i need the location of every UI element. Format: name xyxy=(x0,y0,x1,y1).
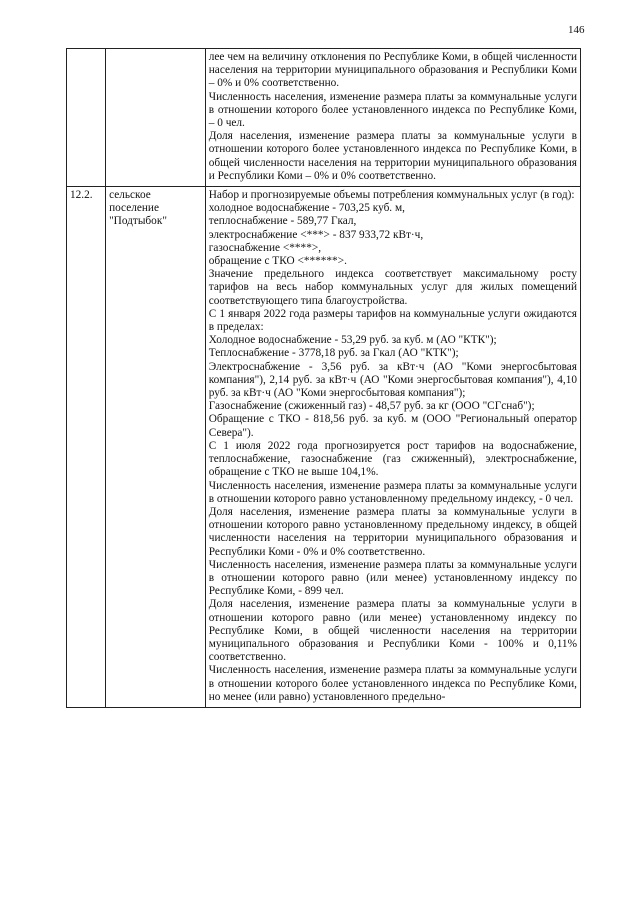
consumption-item: обращение с ТКО <******>. xyxy=(208,255,347,268)
row-number-cell: 12.2. xyxy=(67,187,106,708)
consumption-item: холодное водоснабжение - 703,25 куб. м, xyxy=(208,202,405,215)
paragraph: лее чем на величину отклонения по Республике Коми, в общей численности населения на территории муниципального образования и Республики Коми – 0% и 0% соответственно. xyxy=(208,51,577,90)
paragraph: Доля населения, изменение размера платы за коммунальные услуги в отношении которого более установленного индекса по Республике Коми, в общей численности населения на территории муниципального образования и Республики Коми – 0% и 0% соответственно. xyxy=(208,130,577,182)
paragraph: Численность населения, изменение размера платы за коммунальные услуги в отношении которого равно установленному предельному индексу, - 0 чел. xyxy=(208,479,577,505)
paragraph: Численность населения, изменение размера платы за коммунальные услуги в отношении которого более установленного индекса по Республике Коми, – 0 чел. xyxy=(208,90,577,130)
content-cell xyxy=(205,49,580,187)
tariff-item: Газоснабжение (сжиженный газ) - 48,57 руб. за кг (ООО "СГснаб"); xyxy=(208,400,535,413)
settlement-name-cell: сельское поселение "Подтыбок" xyxy=(106,187,206,708)
paragraph: Доля населения, изменение размера платы за коммунальные услуги в отношении которого равно установленному предельному индексу, в общей численности населения на территории муниципального образования и Республики Коми - 0% и 0% соответственно. xyxy=(208,505,577,558)
table-row xyxy=(67,187,581,708)
paragraph: Численность населения, изменение размера платы за коммунальные услуги в отношении которого равно (или менее) установленному индексу по Республике Коми, - 899 чел. xyxy=(208,558,577,598)
tariff-item: Теплоснабжение - 3778,18 руб. за Гкал (АО "КТК"); xyxy=(208,347,459,360)
row-number-cell xyxy=(67,49,106,187)
paragraph: Набор и прогнозируемые объемы потребления коммунальных услуг (в год): xyxy=(208,189,575,202)
content-cell xyxy=(205,187,580,708)
consumption-item: электроснабжение <***> - 837 933,72 кВт·ч, xyxy=(208,228,424,241)
tariff-item: Холодное водоснабжение - 53,29 руб. за куб. м (АО "КТК"); xyxy=(208,334,497,347)
paragraph: Численность населения, изменение размера платы за коммунальные услуги в отношении которого более установленного индекса по Республике Коми, но менее (или равно) установленного предельно- xyxy=(208,664,577,703)
paragraph: С 1 июля 2022 года прогнозируется рост тарифов на водоснабжение, теплоснабжение, газоснабжение (газ сжиженный), электроснабжение, обращение с ТКО не выше 104,1%. xyxy=(208,439,577,479)
consumption-item: газоснабжение <****>, xyxy=(208,241,322,254)
paragraph: Доля населения, изменение размера платы за коммунальные услуги в отношении которого равно (или менее) установленному индексу по Республике Коми, в общей численности населения на территории муниципального образования и Республики Коми - 100% и 0,11% соответственно. xyxy=(208,598,577,664)
table-row xyxy=(67,49,581,187)
tariff-item: Обращение с ТКО - 818,56 руб. за куб. м (ООО "Региональный оператор Севера"). xyxy=(208,413,577,439)
document-table xyxy=(66,48,581,708)
tariff-item: Электроснабжение - 3,56 руб. за кВт·ч (АО "Коми энергосбытовая компания"), 2,14 руб. за кВт·ч (АО "Коми энергосбытовая компания"), 4,10 руб. за кВт·ч (АО "Коми энергосбытовая компания"); xyxy=(208,360,577,400)
paragraph: Значение предельного индекса соответствует максимальному росту тарифов на весь набор коммунальных услуг для жилых помещений соответствующего типа благоустройства. xyxy=(208,268,577,307)
page-number: 146 xyxy=(568,24,585,36)
settlement-name-cell xyxy=(106,49,206,187)
paragraph: С 1 января 2022 года размеры тарифов на коммунальные услуги ожидаются в пределах: xyxy=(208,307,577,334)
consumption-item: теплоснабжение - 589,77 Гкал, xyxy=(208,215,357,228)
